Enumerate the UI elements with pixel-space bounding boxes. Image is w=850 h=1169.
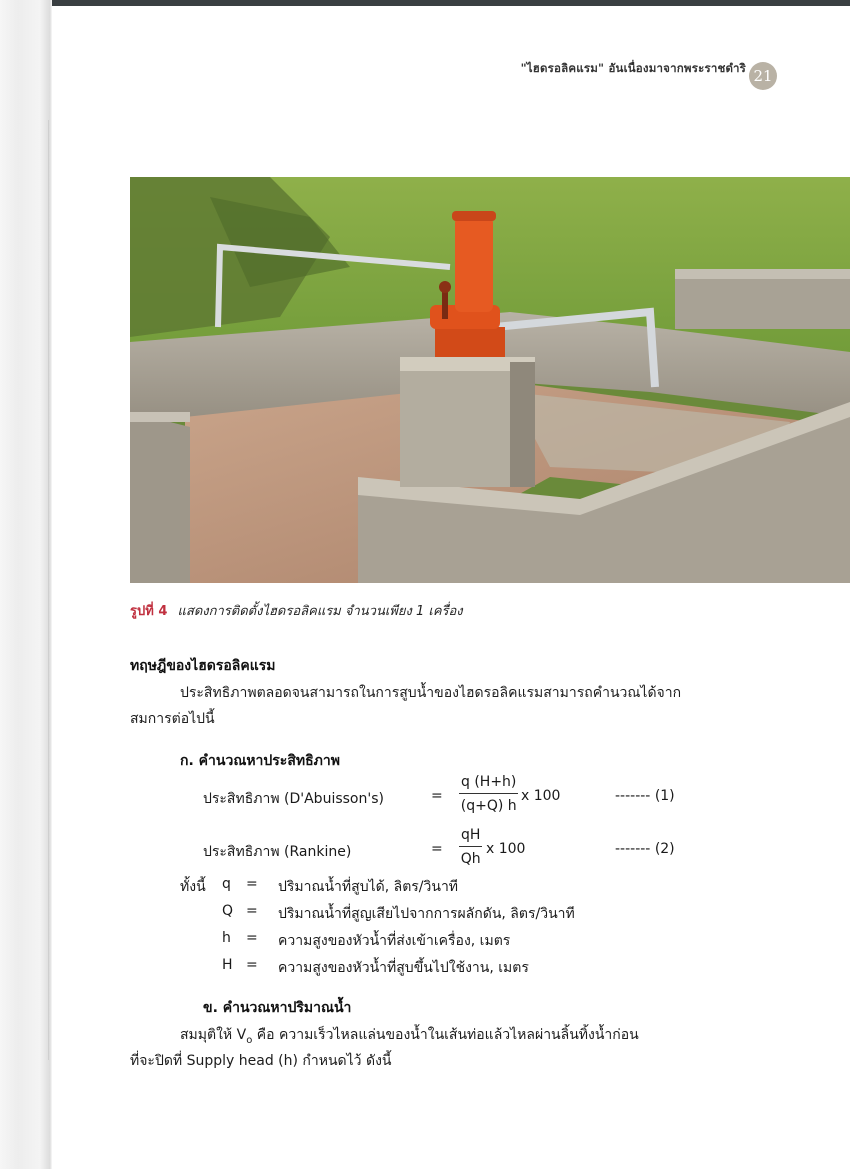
theory-heading: ทฤษฎีของไฮดรอลิคแรม	[130, 658, 276, 674]
figure-caption-text: แสดงการติดตั้งไฮดรอลิคแรม จำนวนเพียง 1 เครื่อง	[177, 604, 463, 619]
definition-symbol: h	[222, 930, 231, 946]
numerator: qH	[459, 827, 482, 847]
fraction	[459, 827, 482, 867]
binding-line	[48, 120, 49, 1060]
denominator: (q+Q) h	[460, 798, 517, 814]
definition-equals: =	[246, 930, 258, 946]
definition-text: ปริมาณน้ำที่สูญเสียไปจากการผลักดัน, ลิตร/วินาที	[278, 906, 575, 922]
equation-dabuisson	[203, 774, 703, 824]
definition-text: ความสูงของหัวน้ำที่ส่งเข้าเครื่อง, เมตร	[278, 933, 511, 949]
figure-label: รูปที่ 4	[130, 604, 168, 619]
figure-caption	[130, 600, 463, 621]
section-b-line2: ที่จะปิดที่ Supply head (h) กำหนดไว้ ดังนี้	[130, 1053, 392, 1069]
equals-sign: =	[431, 788, 443, 804]
running-title: "ไฮดรอลิคแรม" อันเนื่องมาจากพระราชดำริ	[520, 61, 746, 75]
definition-symbol: Q	[222, 903, 234, 919]
section-a-heading: ก. คำนวณหาประสิทธิภาพ	[180, 753, 340, 769]
definition-text: ความสูงของหัวน้ำที่สูบขึ้นไปใช้งาน, เมตร	[278, 960, 529, 976]
theory-intro-line2: สมการต่อไปนี้	[130, 711, 215, 727]
definition-symbol: H	[222, 957, 233, 973]
section-b-line1-rest: คือ ความเร็วไหลแล่นของน้ำในเส้นท่อแล้วไหลผ่านลิ้นทิ้งน้ำก่อน	[252, 1027, 639, 1043]
theory-intro-line1: ประสิทธิภาพตลอดจนสามารถในการสูบน้ำของไฮดรอลิคแรมสามารถคำนวณได้จาก	[180, 685, 682, 701]
definition-text: ปริมาณน้ำที่สูบได้, ลิตร/วินาที	[278, 879, 459, 895]
scan-top-edge	[0, 0, 850, 6]
fraction	[459, 774, 518, 814]
hydraulic-ram-photo	[130, 177, 850, 583]
section-b-line1-start: สมมุติให้ V	[180, 1027, 247, 1043]
multiplier: x 100	[521, 788, 561, 804]
equals-sign: =	[431, 841, 443, 857]
definitions-intro: ทั้งนี้	[180, 879, 206, 895]
equation-ref: ------- (1)	[615, 788, 675, 804]
definition-equals: =	[246, 876, 258, 892]
velocity-subscript: o	[246, 1034, 253, 1046]
book-gutter	[0, 0, 52, 1169]
denominator: Qh	[460, 851, 481, 867]
equation-label: ประสิทธิภาพ (D'Abuisson's)	[203, 791, 384, 807]
equation-rankine	[203, 827, 703, 877]
multiplier: x 100	[486, 841, 526, 857]
definition-symbol: q	[222, 876, 231, 892]
definition-equals: =	[246, 957, 258, 973]
equation-ref: ------- (2)	[615, 841, 675, 857]
page-number-badge: 21	[749, 62, 777, 90]
definition-equals: =	[246, 903, 258, 919]
section-b-heading: ข. คำนวณหาปริมาณน้ำ	[203, 1000, 352, 1016]
equation-label: ประสิทธิภาพ (Rankine)	[203, 844, 352, 860]
numerator: q (H+h)	[459, 774, 518, 794]
